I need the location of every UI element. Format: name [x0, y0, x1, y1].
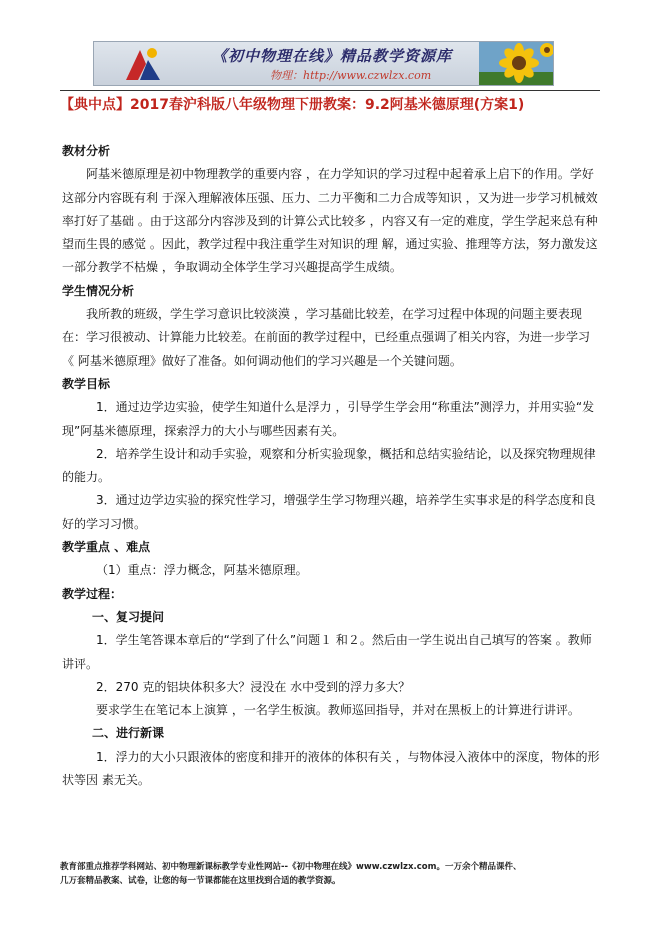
- header-divider: [60, 90, 600, 91]
- paragraph-students: 我所教的班级，学生学习意识比较淡漠 ，学习基础比较差，在学习过程中体现的问题主要表现在：学习很被动、计算能力比较差。在前面的教学过程中，已经重点强调了相关内容，为进一步学习《 阿基米德原理》做好了准备。如何调动他们的学习兴趣是一个关键问题。: [62, 307, 591, 368]
- section-heading-process: 教学过程：: [62, 586, 123, 601]
- document-body: [62, 140, 600, 792]
- paragraph-analysis: 阿基米德原理是初中物理教学的重要内容 ，在力学知识的学习过程中起着承上启下的作用。学好这部分内容既有利 于深入理解液体压强、压力、二力平衡和二力合成等知识 ，又为进一步学习机械效率打好了基础 。由于这部分内容涉及到的计算公式比较多 ，内容又有一定的难度，学生学起来总有种望而生畏的感觉 。因此，教学过程中我注重学生对知识的理 解，通过实验、推理等方法，努力激发这一部分教学不枯燥 ，争取调动全体学生学习兴趣提高学生成绩。: [62, 167, 598, 275]
- document-title: 【典中点】2017春沪科版八年级物理下册教案：9.2阿基米德原理(方案1): [60, 97, 525, 113]
- review-item-2: 2．270 克的铝块体积多大？浸没在 水中受到的浮力多大？: [96, 679, 411, 694]
- goal-item-3: 3．通过边学边实验的探究性学习，增强学生学习物理兴趣，培养学生实事求是的科学态度和良好的学习习惯。: [62, 493, 596, 531]
- section-heading-students: 学生情况分析: [62, 283, 135, 298]
- new-lesson-item-1: 1．浮力的大小只跟液体的密度和排开的液体的体积有关 ，与物体浸入液体中的深度，物体的形状等因 素无关。: [62, 749, 600, 788]
- footer-line-1: 教育部重点推荐学科网站、初中物理新课标教学专业性网站--《初中物理在线》www.czwlzx.com。一万余个精品课件、: [60, 862, 522, 872]
- review-item-3: 要求学生在笔记本上演算 ，一名学生板演。教师巡回指导，并对在黑板上的计算进行讲评。: [96, 703, 580, 718]
- goal-item-2: 2．培养学生设计和动手实验，观察和分析实验现象，概括和总结实验结论，以及探究物理规律的能力。: [62, 446, 596, 485]
- site-logo: [122, 44, 164, 84]
- page-footer: [60, 860, 605, 888]
- subheading-new-lesson: 二、进行新课: [92, 726, 165, 741]
- keypoint-item-1: （1）重点：浮力概念，阿基米德原理。: [96, 563, 308, 578]
- banner-url[interactable]: 物理：http://www.czwlzx.com: [270, 69, 432, 82]
- sunflower-image: [479, 42, 554, 86]
- section-heading-goals: 教学目标: [62, 376, 111, 391]
- section-heading-keypoints: 教学重点 、难点: [62, 540, 151, 555]
- goal-item-1: 1．通过边学边实验，使学生知道什么是浮力 ，引导学生学会用“称重法”测浮力，并用实验“发现”阿基米德原理，探索浮力的大小与哪些因素有关。: [62, 400, 595, 438]
- subheading-review: 一、复习提问: [92, 609, 165, 624]
- review-item-1: 1．学生笔答课本章后的“学到了什么”问题１ 和２。然后由一学生说出自己填写的答案 。教师讲评。: [62, 633, 592, 671]
- section-heading-analysis: 教材分析: [62, 144, 111, 158]
- header-banner: [93, 41, 554, 86]
- footer-line-2: 几万套精品教案、试卷，让您的每一节课都能在这里找到合适的教学资源。: [60, 876, 341, 886]
- banner-title: 《初中物理在线》精品教学资源库: [212, 47, 453, 65]
